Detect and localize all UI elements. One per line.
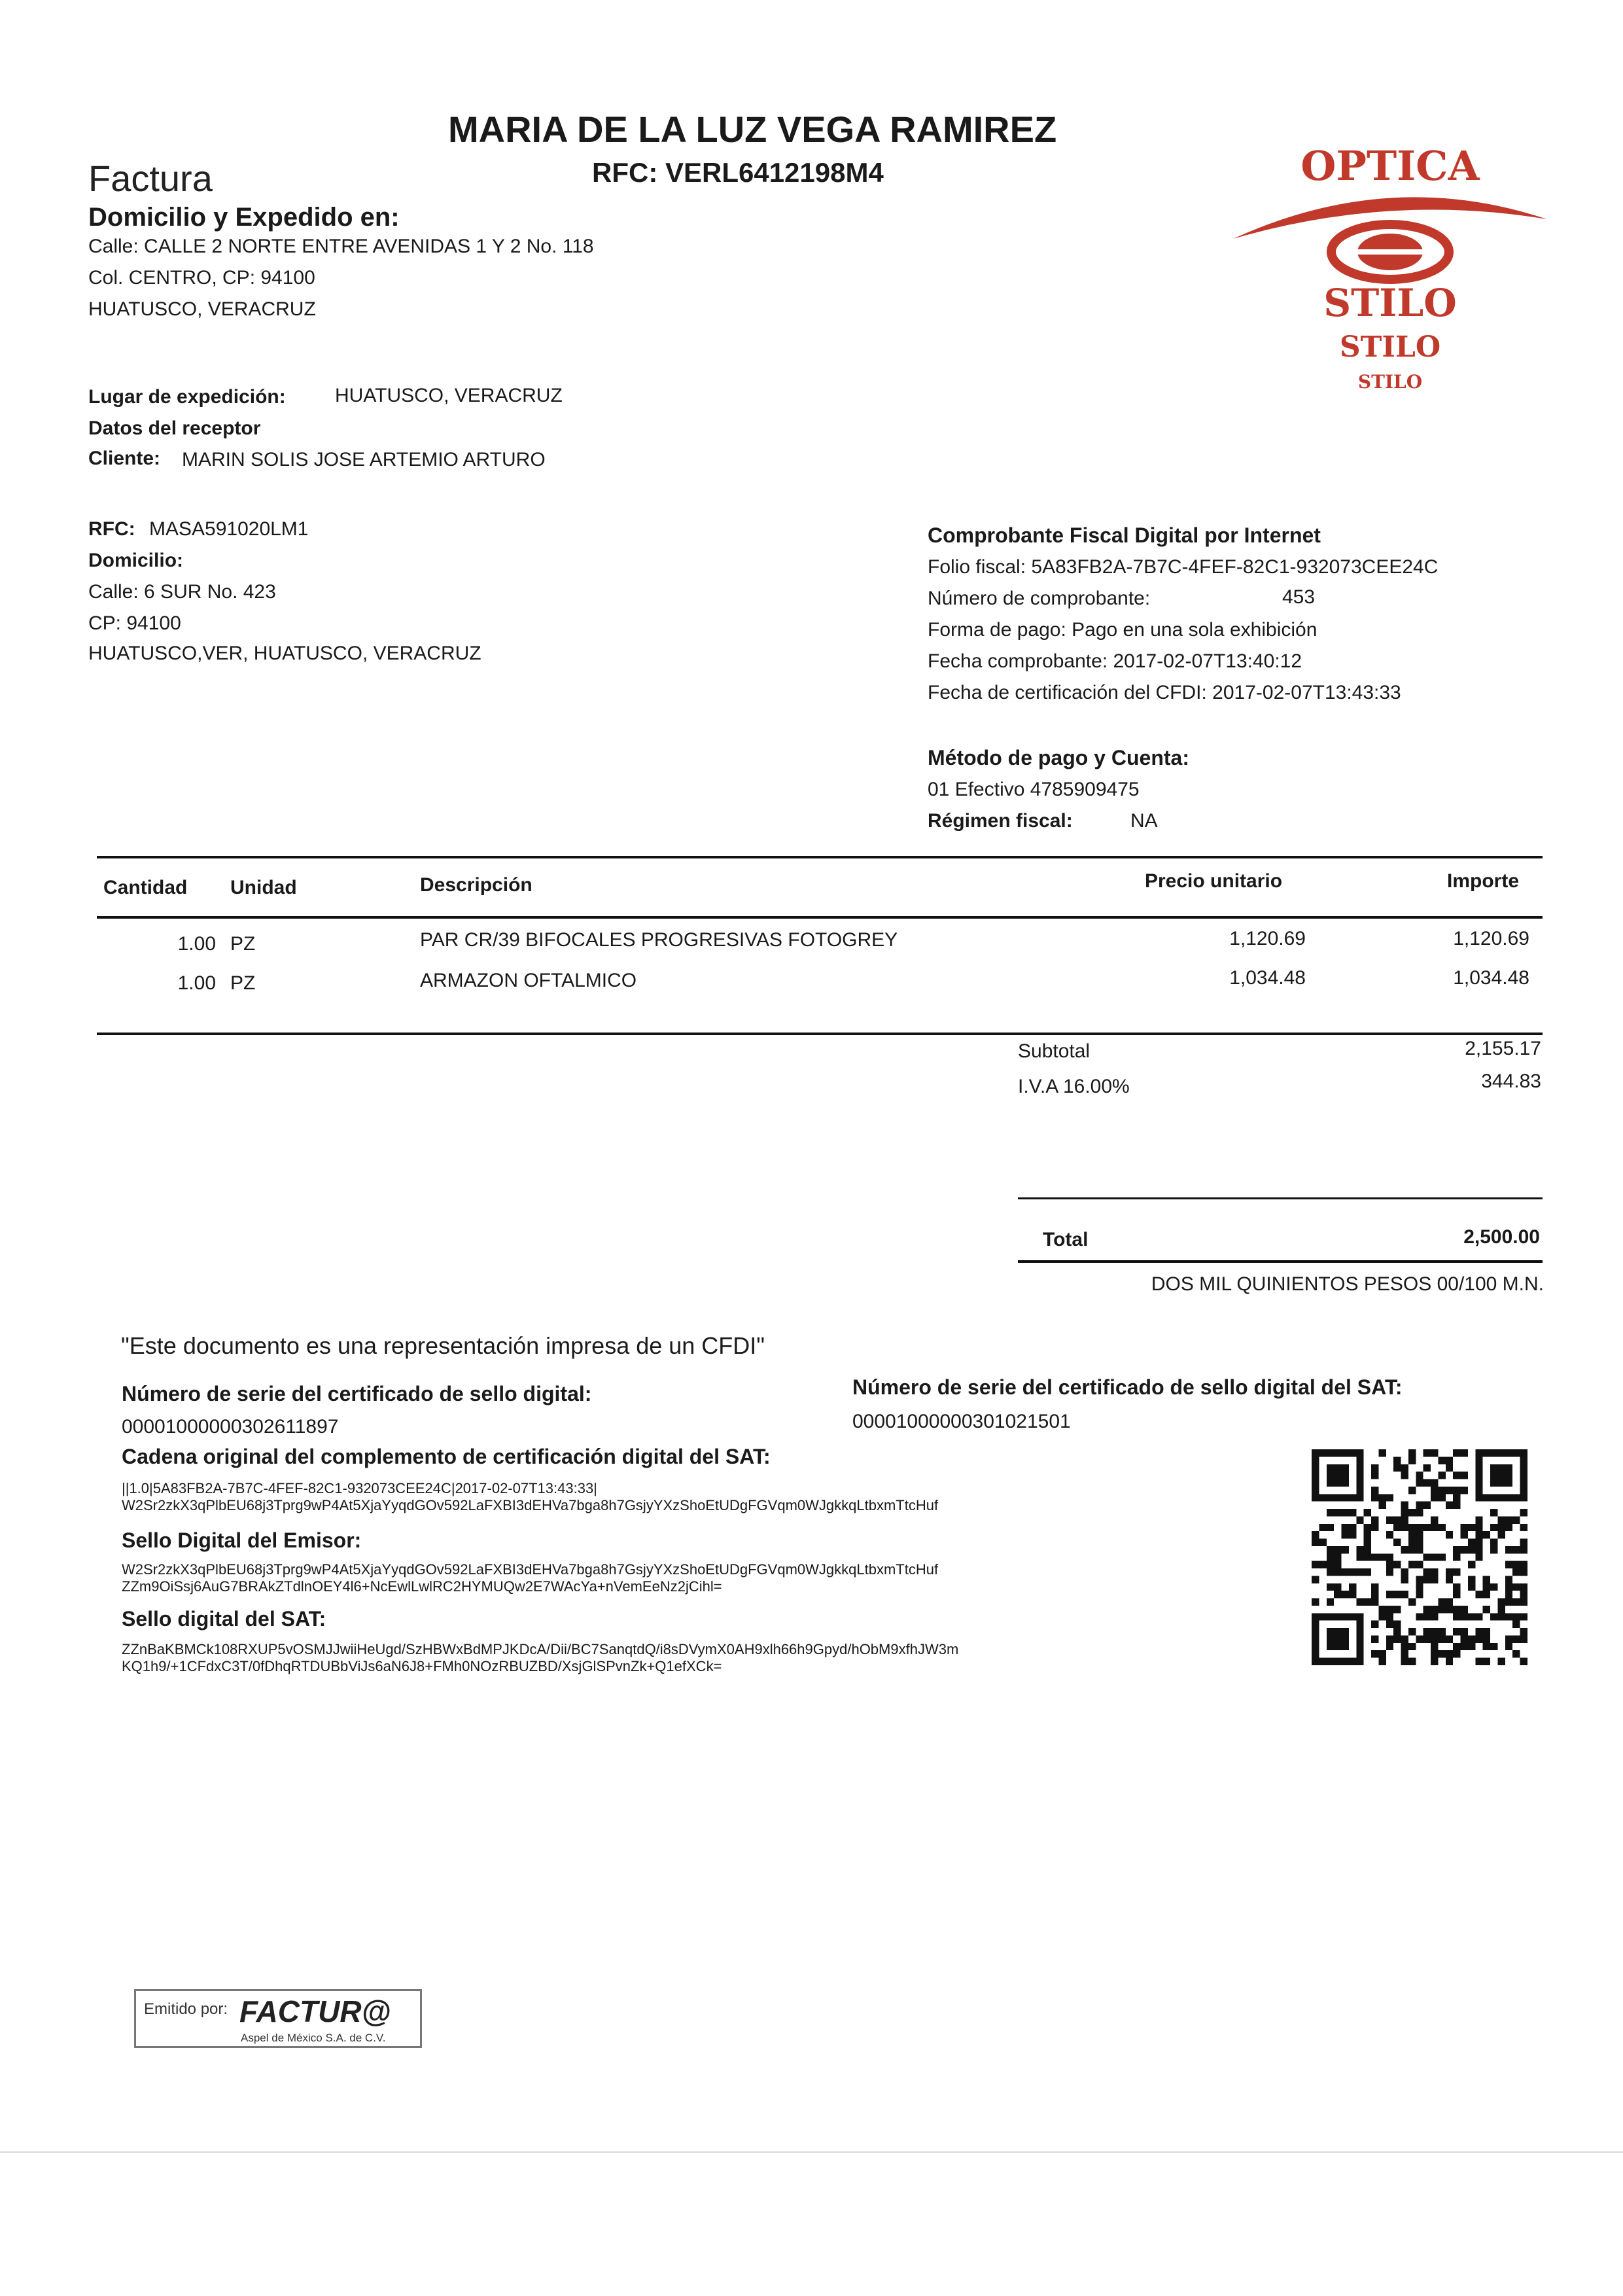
table-top-rule (97, 856, 1543, 858)
emitter-name: MARIA DE LA LUZ VEGA RAMIREZ (448, 109, 1057, 150)
emitter-address-heading: Domicilio y Expedido en: (88, 203, 400, 232)
scan-edge-line (0, 2151, 1623, 2153)
receiver-address-line1: Calle: 6 SUR No. 423 (88, 581, 276, 603)
aspel-subtext: Aspel de México S.A. de C.V. (241, 2032, 386, 2044)
qr-code-icon (1312, 1449, 1527, 1665)
cfdi-fecha-certificacion: Fecha de certificación del CFDI: 2017-02-07T13:43:33 (928, 682, 1401, 703)
emitido-por-label: Emitido por: (144, 2000, 228, 2018)
logo-eye-glint (1351, 249, 1429, 255)
regimen-value: NA (1130, 810, 1158, 832)
sello-sat-line2: KQ1h9/+1CFdxC3T/0fDhqRTDUBbViJs6aN6J8+FMh0NOzRBUZBD/XsjGlSPvnZk+Q1efXCk= (122, 1658, 722, 1674)
serie-certificado-label: Número de serie del certificado de sello digital: (122, 1382, 592, 1405)
cfdi-disclaimer: "Este documento es una representación impresa de un CFDI" (121, 1332, 765, 1359)
document-type: Factura (88, 158, 213, 199)
lugar-expedicion-label: Lugar de expedición: (88, 386, 286, 408)
sello-sat-line1: ZZnBaKBMCk108RXUP5vOSMJJwiiHeUgd/SzHBWxBdMPJKDcA/Dii/BC7SanqtdQ/i8sDVymX0AH9xlh66h9Gpyd/hObM9xfhJW3m (122, 1641, 959, 1657)
row-cantidad: 1.00 (177, 933, 216, 955)
sello-emisor-line1: W2Sr2zkX3qPlbEU68j3Tprg9wP4At5XjaYyqdGOv592LaFXBI3dEHVa7bga8h7GsjyYXzShoEtUDgFGVqm0WJgkkqLtbxmTtcHuf (122, 1561, 939, 1578)
row-importe: 1,034.48 (1453, 967, 1529, 989)
receiver-rfc-value: MASA591020LM1 (149, 518, 309, 540)
header-cantidad: Cantidad (103, 877, 188, 898)
serie-certificado-sat-label: Número de serie del certificado de sello digital del SAT: (852, 1375, 1403, 1399)
cliente-label: Cliente: (88, 448, 161, 469)
table-bottom-rule (97, 1033, 1543, 1035)
receiver-address-line2: CP: 94100 (88, 612, 181, 634)
emitter-rfc: RFC: VERL6412198M4 (592, 157, 884, 188)
cadena-original-line2: W2Sr2zkX3qPlbEU68j3Tprg9wP4At5XjaYyqdGOv592LaFXBI3dEHVa7bga8h7GsjyYXzShoEtUDgFGVqm0WJgkkqLtbxmTtcHuf (122, 1497, 939, 1513)
logo-text-stilo-3: STILO (1357, 371, 1423, 393)
logo-eye-top (1233, 197, 1547, 239)
row-unidad: PZ (230, 933, 256, 955)
cadena-original-line1: ||1.0|5A83FB2A-7B7C-4FEF-82C1-932073CEE24C|2017-02-07T13:43:33| (122, 1480, 597, 1496)
datos-receptor-label: Datos del receptor (88, 417, 261, 439)
row-unidad: PZ (230, 972, 256, 994)
row-cantidad: 1.00 (177, 972, 216, 994)
row-precio: 1,034.48 (1229, 967, 1306, 989)
logo-text-stilo-1: STILO (1323, 281, 1457, 325)
cfdi-numero-label: Número de comprobante: (928, 588, 1151, 609)
total-label: Total (1043, 1229, 1089, 1250)
row-precio: 1,120.69 (1229, 928, 1306, 949)
lugar-expedicion-value: HUATUSCO, VERACRUZ (335, 385, 563, 406)
cadena-original-label: Cadena original del complemento de certificación digital del SAT: (122, 1445, 771, 1468)
logo-text-optica: OPTICA (1300, 142, 1480, 190)
emitido-por-stamp (134, 1989, 422, 2048)
receiver-rfc-label: RFC: (88, 518, 135, 540)
metodo-pago-label: Método de pago y Cuenta: (928, 746, 1189, 769)
cfdi-fecha: Fecha comprobante: 2017-02-07T13:40:12 (928, 650, 1302, 672)
subtotal-value: 2,155.17 (1465, 1038, 1541, 1059)
metodo-pago-value: 01 Efectivo 4785909475 (928, 779, 1140, 800)
row-descripcion: ARMAZON OFTALMICO (420, 970, 637, 991)
serie-certificado-value: 00001000000302611897 (122, 1416, 339, 1438)
table-header-rule (97, 916, 1543, 919)
logo-text-stilo-2: STILO (1339, 330, 1441, 364)
iva-label: I.V.A 16.00% (1018, 1076, 1130, 1097)
sello-emisor-label: Sello Digital del Emisor: (122, 1528, 362, 1552)
emitter-address-line2: Col. CENTRO, CP: 94100 (88, 267, 315, 289)
header-precio-unitario: Precio unitario (1145, 870, 1283, 892)
cfdi-folio: Folio fiscal: 5A83FB2A-7B7C-4FEF-82C1-932073CEE24C (928, 556, 1439, 578)
sello-emisor-line2: ZZm9OiSsj6AuG7BRAkZTdlnOEY4l6+NcEwlLwlRC2HYMUQw2E7WAcYa+nVemEeNz2jCihl= (122, 1578, 722, 1595)
header-importe: Importe (1447, 870, 1520, 892)
cfdi-numero-value: 453 (1282, 586, 1316, 608)
regimen-label: Régimen fiscal: (928, 810, 1073, 832)
serie-certificado-sat-value: 00001000000301021501 (852, 1411, 1071, 1432)
total-top-rule (1018, 1197, 1543, 1199)
row-importe: 1,120.69 (1453, 928, 1529, 949)
total-value: 2,500.00 (1463, 1226, 1540, 1248)
optica-stilo-logo (1220, 141, 1560, 396)
emitter-address-line1: Calle: CALLE 2 NORTE ENTRE AVENIDAS 1 Y 2 No. 118 (88, 236, 594, 257)
cliente-value: MARIN SOLIS JOSE ARTEMIO ARTURO (182, 449, 546, 470)
receiver-address-line3: HUATUSCO,VER, HUATUSCO, VERACRUZ (88, 643, 481, 664)
cfdi-forma-pago: Forma de pago: Pago en una sola exhibición (928, 619, 1318, 641)
receiver-domicilio-label: Domicilio: (88, 550, 184, 571)
subtotal-label: Subtotal (1018, 1040, 1091, 1062)
total-in-words: DOS MIL QUINIENTOS PESOS 00/100 M.N. (1151, 1273, 1544, 1295)
emitter-address-line3: HUATUSCO, VERACRUZ (88, 298, 316, 320)
header-descripcion: Descripción (420, 874, 532, 896)
cfdi-title: Comprobante Fiscal Digital por Internet (928, 523, 1321, 547)
iva-value: 344.83 (1481, 1070, 1541, 1092)
facture-brand: FACTUR@ (239, 1994, 391, 2028)
header-unidad: Unidad (230, 877, 297, 898)
total-bottom-rule (1018, 1260, 1543, 1263)
sello-sat-label: Sello digital del SAT: (122, 1607, 326, 1631)
row-descripcion: PAR CR/39 BIFOCALES PROGRESIVAS FOTOGREY (420, 929, 898, 951)
